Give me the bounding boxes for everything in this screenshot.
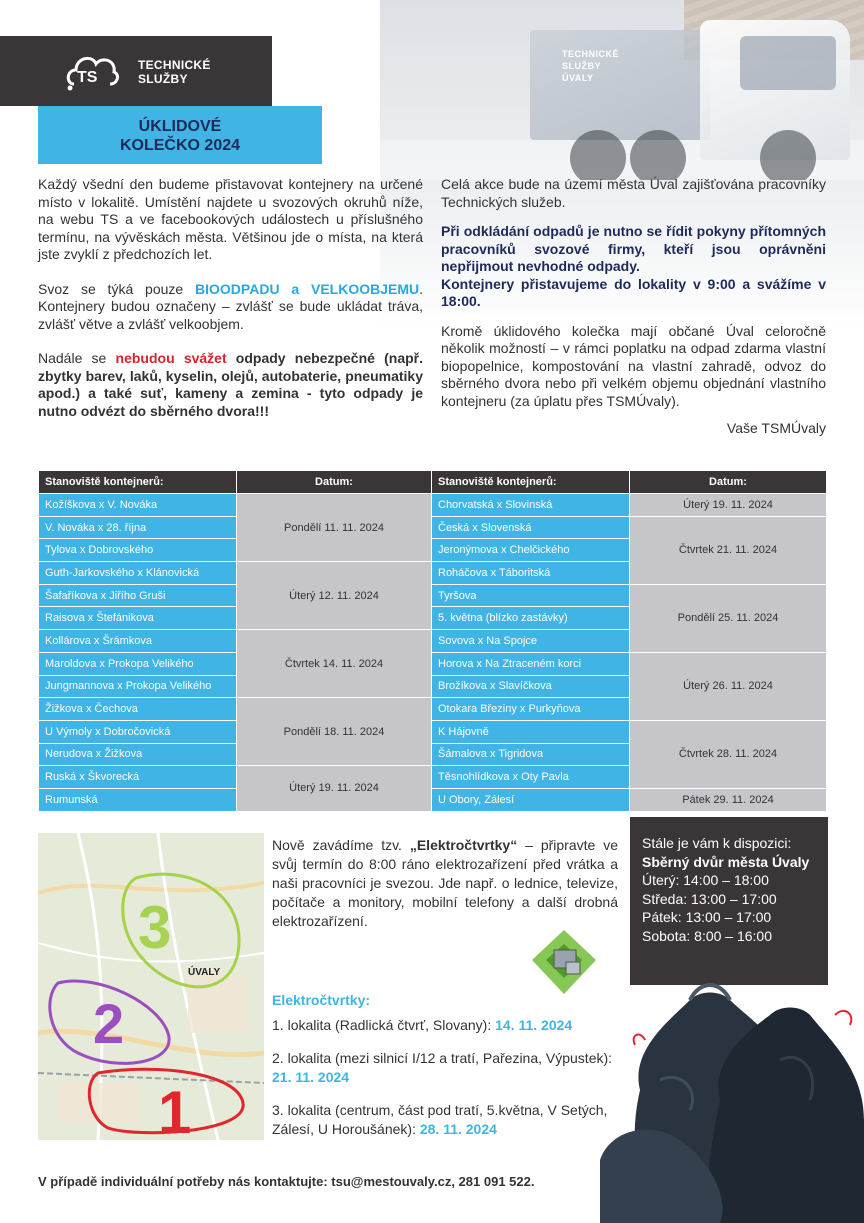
table-header-row <box>39 471 827 494</box>
date-cell: Úterý 19. 11. 2024 <box>630 494 827 517</box>
intro-paragraph: Každý všední den budeme přistavovat kontejnery na určené místo v lokalitě. Umístění najdete u svozových okruhů níže, na webu TS a ve facebookových událostech u příslušného termínu, na vývěskách města. Většinou jde o místa, na která jste zvyklí z předchozích let. <box>38 176 423 262</box>
yard-hours: Sobota: 8:00 – 16:00 <box>642 927 772 944</box>
logo-text <box>138 58 211 86</box>
table-row <box>39 788 827 811</box>
place-cell: Roháčova x Táboritská <box>432 562 630 585</box>
header-date-left: Datum: <box>237 471 432 494</box>
table-row <box>39 494 827 517</box>
electro-intro-a: Nově zavádíme tzv. <box>272 837 410 853</box>
title-box <box>38 106 322 164</box>
place-cell: Jeronýmova x Chelčického <box>432 539 630 562</box>
table-row <box>39 652 827 675</box>
place-cell: Tyršova <box>432 584 630 607</box>
warning-paragraph <box>38 350 423 420</box>
place-cell: Žižkova x Čechova <box>39 698 237 721</box>
logo-line1: TECHNICKÉ <box>138 58 211 72</box>
scope-text-c: . Kontejnery budou označeny – zvlášť se bude ukládat tráva, zvlášť větve a zvlášť velkoobjem. <box>38 280 423 332</box>
zone2-label: 2 <box>93 992 125 1055</box>
header-date-right: Datum: <box>630 471 827 494</box>
logo-bar <box>0 36 272 106</box>
yard-hours: Středa: 13:00 – 17:00 <box>642 890 777 907</box>
date-cell: Pondělí 11. 11. 2024 <box>237 494 432 562</box>
signature: Vaše TSMÚvaly <box>726 420 826 436</box>
electro-heading: Elektročtvrtky: <box>272 992 371 1008</box>
place-cell: Brožíkova x Slavíčkova <box>432 675 630 698</box>
date-cell: Pátek 29. 11. 2024 <box>630 788 827 811</box>
electro-list <box>272 991 622 1139</box>
item-date: 14. 11. 2024 <box>495 1017 573 1033</box>
warning-text-c: odpady nebezpečné (např. zbytky barev, laků, kyselin, olejů, autobaterie, pneumatiky apod.) a také suť, kameny a zemina - tyto odpady je nutno odvézt do sběrného dvora!!! <box>38 350 423 419</box>
place-cell: Šafaříkova x Jiřího Gruši <box>39 584 237 607</box>
table-row <box>39 516 827 539</box>
truck-label <box>562 48 619 84</box>
item-date: 28. 11. 2024 <box>419 1121 497 1137</box>
place-cell: Těsnohlídkova x Oty Pavla <box>432 766 630 789</box>
place-cell: Jungmannova x Prokopa Velikého <box>39 675 237 698</box>
ts-logo-icon <box>64 48 120 92</box>
electro-intro-b: „Elektročtvrtky“ <box>409 837 518 853</box>
place-cell: U Výmoly x Dobročovická <box>39 720 237 743</box>
yard-name: Sběrný dvůr města Úvaly <box>642 853 810 870</box>
place-cell: Guth-Jarkovského x Klánovická <box>39 562 237 585</box>
schedule-table <box>38 470 827 812</box>
truck-window <box>740 36 836 90</box>
date-cell: Čtvrtek 21. 11. 2024 <box>630 516 827 584</box>
scope-text-a: Svoz se týká pouze <box>38 280 196 297</box>
list-item <box>272 1049 622 1087</box>
electro-intro <box>272 836 618 931</box>
place-cell: U Obory, Zálesí <box>432 788 630 811</box>
place-cell: Tylova x Dobrovského <box>39 539 237 562</box>
map-town-label: ÚVALY <box>188 967 221 978</box>
place-cell: K Hájovně <box>432 720 630 743</box>
footer-contact: V případě individuální potřeby nás kontaktujte: tsu@mestouvaly.cz, 281 091 522. <box>38 1174 535 1189</box>
scope-highlight: BIOODPADU a VELKOOBJEMU <box>195 280 420 297</box>
truck-label-line1: TECHNICKÉ <box>562 49 620 59</box>
place-cell: Horova x Na Ztraceném korci <box>432 652 630 675</box>
warning-text-a: Nadále se <box>38 350 116 366</box>
yard-hours: Úterý: 14:00 – 18:00 <box>642 872 769 888</box>
list-item <box>272 1016 622 1035</box>
place-cell: Maroldova x Prokopa Velikého <box>39 652 237 675</box>
right-text-column <box>441 176 826 438</box>
times-paragraph: Kontejnery přistavujeme do lokality v 9:00 a svážíme v 18:00. <box>441 275 826 309</box>
date-cell: Čtvrtek 14. 11. 2024 <box>237 630 432 698</box>
date-cell: Úterý 26. 11. 2024 <box>630 652 827 720</box>
item-num: 2. <box>272 1050 284 1066</box>
area-paragraph: Celá akce bude na území města Úval zajišťována pracovníky Technických služeb. <box>441 176 826 210</box>
item-text: lokalita (mezi silnicí I/12 a tratí, Pařezina, Výpustek): <box>287 1050 613 1066</box>
truck-body <box>530 30 710 140</box>
rules-paragraph: Při odkládání odpadů je nutno se řídit pokyny přítomných pracovníků svozové firmy, kteří jsou oprávněni nepřijmout nevhodné odpady. <box>441 223 826 274</box>
date-cell: Úterý 19. 11. 2024 <box>237 766 432 811</box>
zone3-label: 3 <box>138 894 172 961</box>
place-cell: Kollárova x Šrámkova <box>39 630 237 653</box>
zones-map <box>38 833 264 1140</box>
trash-bags-image <box>600 960 864 1223</box>
place-cell: Ruská x Škvorecká <box>39 766 237 789</box>
date-cell: Pondělí 18. 11. 2024 <box>237 698 432 766</box>
item-date: 21. 11. 2024 <box>272 1069 350 1085</box>
date-cell: Pondělí 25. 11. 2024 <box>630 584 827 652</box>
place-cell: 5. května (blízko zastávky) <box>432 607 630 630</box>
place-cell: Nerudova x Žižkova <box>39 743 237 766</box>
place-cell: Otokara Březiny x Purkyňova <box>432 698 630 721</box>
truck-label-line2: SLUŽBY <box>562 61 601 71</box>
left-text-column <box>38 176 423 420</box>
date-cell: Úterý 12. 11. 2024 <box>237 562 432 630</box>
item-num: 1. <box>272 1017 284 1033</box>
item-text: lokalita (centrum, část pod tratí, 5.května, V Setých, Zálesí, U Horoušánek): <box>272 1102 608 1137</box>
options-paragraph: Kromě úklidového kolečka mají občané Úval celoročně několik možností – v rámci poplatku na odpad zdarma vlastní biopopelnice, kompostování na vlastní zahradě, odvoz do sběrného dvora nebo při velkém objemu objednání vlastního kontejneru (za úplatu přes TSMÚvaly). <box>441 322 826 409</box>
place-cell: V. Nováka x 28. října <box>39 516 237 539</box>
table-row <box>39 720 827 743</box>
date-cell: Čtvrtek 28. 11. 2024 <box>630 720 827 788</box>
electro-intro-c: – připravte ve svůj termín do 8:00 ráno elektrozařízení před vrátka a naši pracovníci je svezou. Jde např. o lednice, televize, počítače a monitory, mobilní telefony a další drobná elektrozařízení. <box>272 837 618 929</box>
scope-paragraph <box>38 281 423 334</box>
place-cell: Raisova x Štefánikova <box>39 607 237 630</box>
logo-line2: SLUŽBY <box>138 72 188 86</box>
place-cell: Chorvatská x Slovinská <box>432 494 630 517</box>
place-cell: Česká x Slovenská <box>432 516 630 539</box>
zone1-label: 1 <box>158 1079 192 1140</box>
list-item <box>272 1101 622 1139</box>
collection-yard-text <box>642 834 828 945</box>
place-cell: Sovova x Na Spojce <box>432 630 630 653</box>
place-cell: Šámalova x Tigridova <box>432 743 630 766</box>
title-line2: KOLEČKO 2024 <box>119 137 241 154</box>
table-row <box>39 584 827 607</box>
svg-text:TS: TS <box>77 69 98 86</box>
item-text: lokalita (Radlická čtvrť, Slovany): <box>287 1017 496 1033</box>
map-drawing <box>38 833 264 1140</box>
title-line1: ÚKLIDOVÉ <box>138 118 222 135</box>
place-cell: Kožíškova x V. Nováka <box>39 494 237 517</box>
header-place-left: Stanoviště kontejnerů: <box>39 471 237 494</box>
place-cell: Rumunská <box>39 788 237 811</box>
yard-intro: Stále je vám k dispozici: <box>642 835 792 851</box>
yard-hours: Pátek: 13:00 – 17:00 <box>642 909 772 925</box>
warning-highlight: nebudou svážet <box>115 350 227 366</box>
header-place-right: Stanoviště kontejnerů: <box>432 471 630 494</box>
truck-label-line3: ÚVALY <box>562 73 594 83</box>
item-num: 3. <box>272 1102 284 1118</box>
